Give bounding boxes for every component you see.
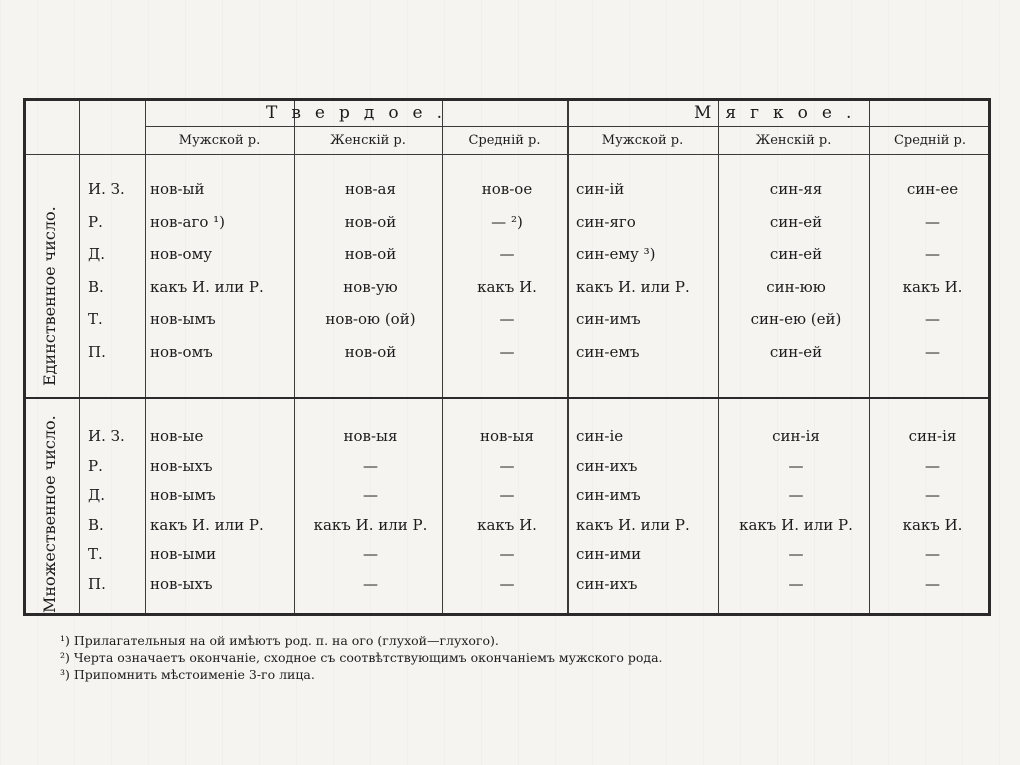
singular-cell: нов-ое bbox=[481, 180, 533, 198]
plural-case-label: Р. bbox=[88, 456, 103, 475]
plural-case-label: Д. bbox=[88, 486, 105, 504]
singular-cell: син-ее bbox=[906, 180, 959, 198]
footnote-2: ²) Черта означаетъ окончаніе, сходное съ соотвѣтствующимъ окончаніемъ мужского рода. bbox=[60, 650, 663, 665]
plural-cell: какъ И. bbox=[902, 515, 963, 534]
singular-cell: — bbox=[499, 310, 515, 328]
singular-case-label: И. З. bbox=[88, 180, 125, 198]
col-head-soft-masc: Мужской р. bbox=[601, 133, 684, 148]
singular-cell: нов-аго ¹) bbox=[150, 212, 226, 231]
plural-cell: нов-ыхъ bbox=[150, 574, 213, 593]
singular-cell: какъ И. bbox=[902, 277, 963, 296]
singular-cell: нов-ою (ой) bbox=[325, 310, 416, 328]
plural-cell: нов-ые bbox=[150, 427, 204, 445]
plural-cell: — bbox=[925, 545, 940, 563]
singular-cell: нов-ую bbox=[343, 277, 398, 296]
singular-cell: — bbox=[925, 342, 940, 361]
singular-cell: нов-ымъ bbox=[150, 310, 216, 328]
col-head-soft-fem: Женскій р. bbox=[755, 133, 832, 148]
singular-cell: син-имъ bbox=[576, 310, 641, 328]
header-soft: Мягкое. bbox=[694, 103, 866, 123]
declension-table bbox=[23, 98, 991, 616]
singular-cell: син-яя bbox=[769, 180, 823, 198]
plural-cell: какъ И. или Р. bbox=[739, 515, 853, 534]
singular-cell: нов-ой bbox=[344, 212, 397, 231]
singular-cell: нов-омъ bbox=[150, 342, 213, 361]
plural-case-label: П. bbox=[88, 574, 106, 593]
singular-cell: син-ей bbox=[769, 212, 823, 231]
plural-case-label: В. bbox=[88, 515, 104, 534]
singular-cell: — bbox=[499, 245, 515, 263]
plural-cell: — bbox=[363, 486, 378, 504]
plural-cell: нов-ымъ bbox=[150, 486, 216, 504]
plural-cell: — bbox=[788, 545, 804, 563]
singular-cell: — bbox=[499, 342, 515, 361]
footnote-3: ³) Припомнить мѣстоименіе 3-го лица. bbox=[60, 667, 315, 682]
col-head-hard-fem: Женскій р. bbox=[330, 133, 406, 148]
plural-cell: — bbox=[499, 545, 515, 563]
plural-cell: син-іе bbox=[576, 427, 624, 445]
singular-cell: нов-ой bbox=[344, 342, 397, 361]
plural-cell: — bbox=[925, 574, 940, 593]
singular-cell: какъ И. или Р. bbox=[576, 277, 690, 296]
plural-cell: какъ И. или Р. bbox=[313, 515, 428, 534]
plural-cell: — bbox=[788, 486, 804, 504]
side-label-singular: Единственное число. bbox=[40, 206, 59, 386]
footnotes bbox=[60, 632, 663, 683]
singular-cell: нов-ой bbox=[344, 245, 397, 263]
plural-cell: какъ И. или Р. bbox=[150, 515, 264, 534]
plural-cell: нов-ыя bbox=[343, 427, 398, 445]
plural-cell: — bbox=[925, 456, 940, 475]
singular-cell: син-яго bbox=[576, 212, 636, 231]
plural-cell: — bbox=[925, 486, 940, 504]
singular-cell: син-ій bbox=[576, 180, 625, 198]
singular-cell: — ²) bbox=[491, 212, 523, 231]
singular-cell: — bbox=[925, 310, 940, 328]
singular-cell: син-ей bbox=[769, 342, 823, 361]
plural-cell: син-ихъ bbox=[576, 574, 638, 593]
plural-cell: — bbox=[788, 456, 804, 475]
plural-cell: какъ И. bbox=[477, 515, 537, 534]
plural-cell: — bbox=[499, 456, 515, 475]
plural-cell: нов-ыя bbox=[480, 427, 534, 445]
singular-cell: син-юю bbox=[766, 277, 826, 296]
singular-cell: какъ И. bbox=[477, 277, 537, 296]
plural-cell: — bbox=[499, 574, 515, 593]
singular-cell: нов-ому bbox=[150, 245, 213, 263]
singular-cell: — bbox=[925, 245, 940, 263]
plural-cell: син-имъ bbox=[576, 486, 641, 504]
singular-cell: нов-ый bbox=[150, 180, 205, 198]
col-head-hard-neut: Средній р. bbox=[468, 133, 541, 148]
plural-cell: — bbox=[363, 545, 378, 563]
singular-cell: — bbox=[925, 212, 940, 231]
singular-case-label: В. bbox=[88, 277, 104, 296]
singular-case-label: Т. bbox=[88, 310, 103, 328]
singular-case-label: Д. bbox=[88, 245, 105, 263]
plural-cell: син-ія bbox=[772, 427, 820, 445]
plural-case-label: И. З. bbox=[88, 427, 125, 445]
footnote-1: ¹) Прилагательныя на ой имѣютъ род. п. на ого (глухой—глухого). bbox=[60, 633, 499, 648]
singular-case-label: П. bbox=[88, 342, 106, 361]
singular-cell: нов-ая bbox=[345, 180, 396, 198]
singular-cell: какъ И. или Р. bbox=[150, 277, 264, 296]
plural-case-label: Т. bbox=[88, 545, 103, 563]
plural-cell: — bbox=[363, 456, 378, 475]
singular-cell: син-ей bbox=[769, 245, 823, 263]
plural-cell: син-ими bbox=[576, 545, 642, 563]
plural-cell: — bbox=[499, 486, 515, 504]
singular-case-label: Р. bbox=[88, 212, 103, 231]
singular-cell: син-емъ bbox=[576, 342, 640, 361]
plural-cell: — bbox=[363, 574, 378, 593]
plural-cell: нов-ыхъ bbox=[150, 456, 213, 475]
plural-cell: син-ія bbox=[908, 427, 957, 445]
plural-cell: нов-ыми bbox=[150, 545, 217, 563]
side-label-plural: Множественное число. bbox=[40, 415, 59, 613]
plural-cell: какъ И. или Р. bbox=[576, 515, 690, 534]
header-hard: Твердое. bbox=[266, 103, 457, 123]
plural-cell: — bbox=[788, 574, 804, 593]
singular-cell: син-ею (ей) bbox=[750, 310, 842, 328]
singular-cell: син-ему ³) bbox=[576, 245, 656, 263]
plural-cell: син-ихъ bbox=[576, 456, 638, 475]
col-head-hard-masc: Мужской р. bbox=[178, 133, 261, 148]
col-head-soft-neut: Средній р. bbox=[893, 133, 967, 148]
